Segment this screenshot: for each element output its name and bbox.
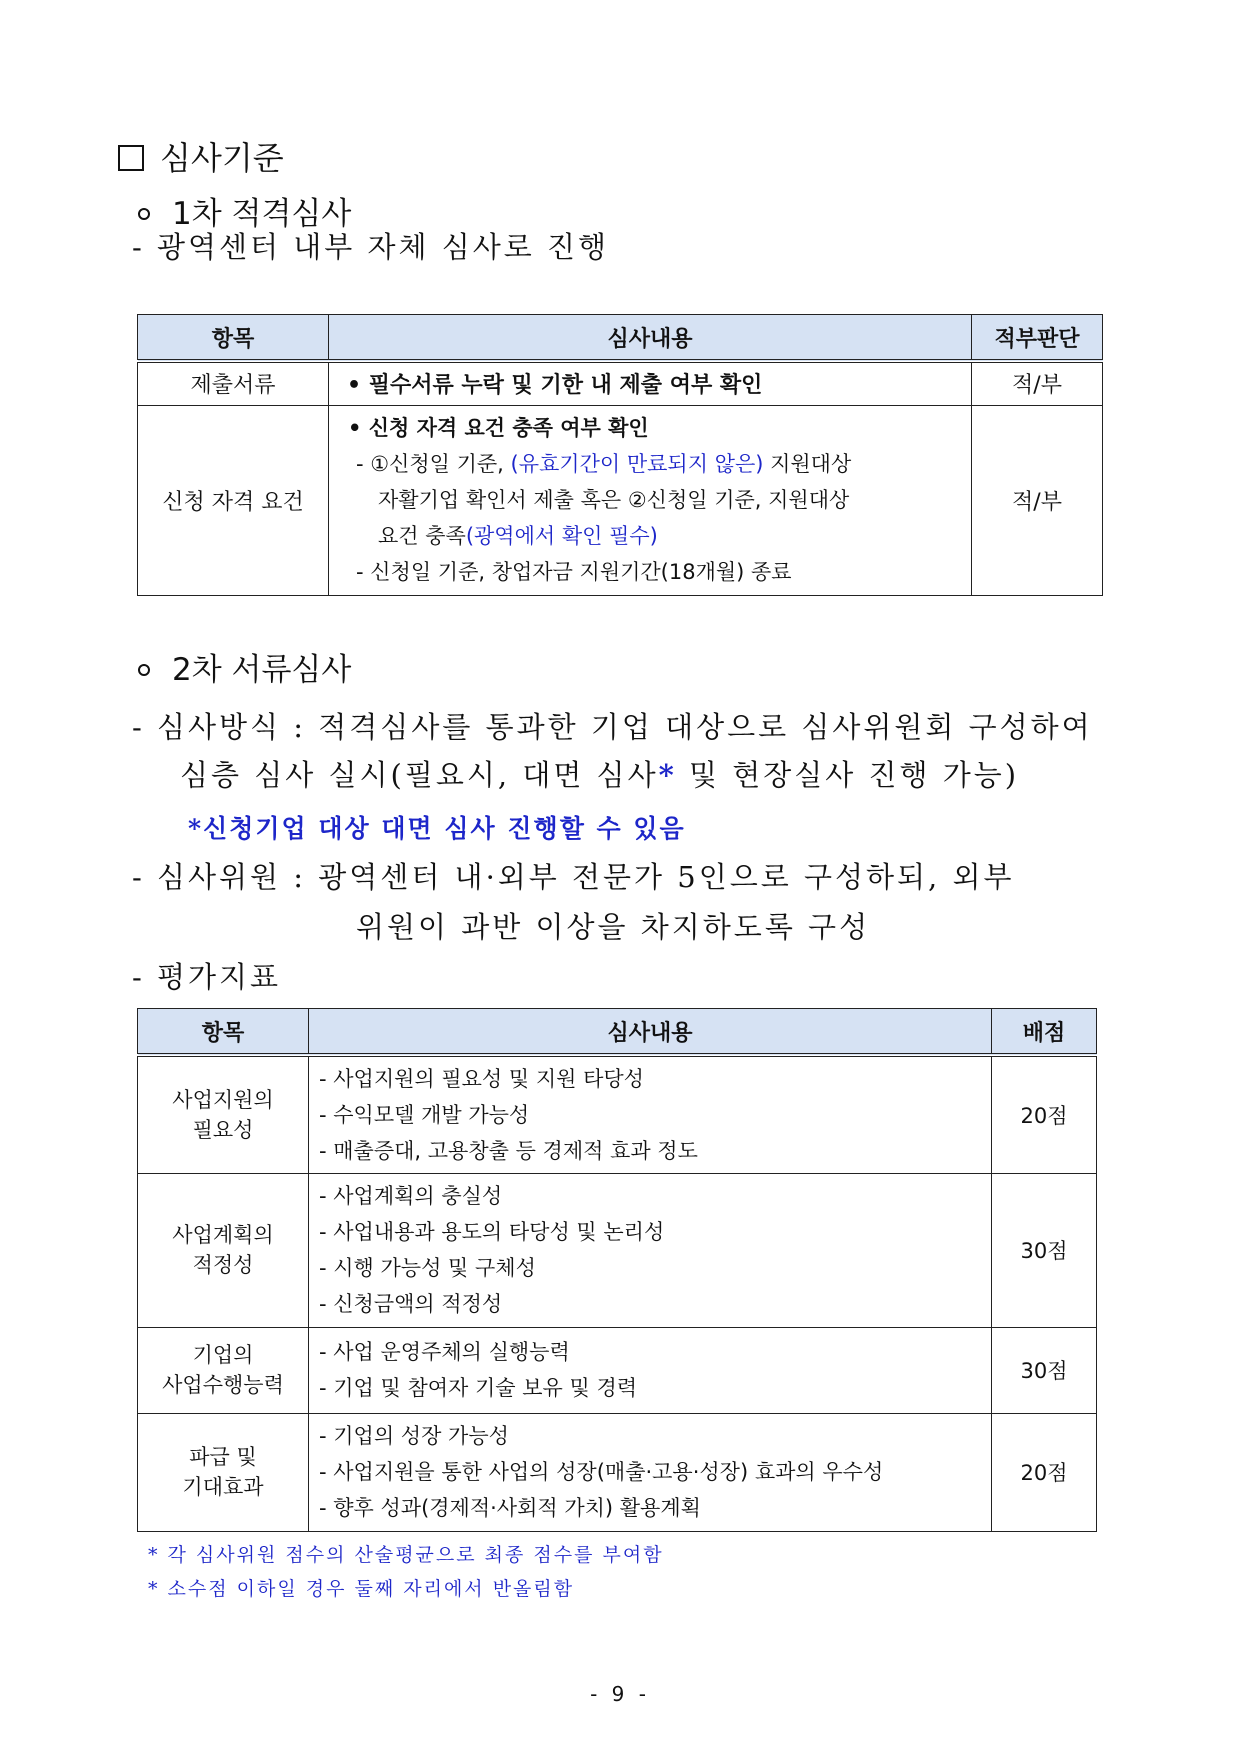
item-line: 사업계획의 [172, 1223, 274, 1247]
header-score: 배점 [992, 1009, 1097, 1056]
item-line: 적정성 [192, 1253, 254, 1277]
row-item [138, 1413, 309, 1531]
circle-bullet-icon [138, 664, 150, 676]
item-line: 기대효과 [182, 1475, 264, 1499]
s2-indicator: - 평가지표 [132, 960, 282, 994]
item-line: 사업지원의 [172, 1087, 274, 1112]
footnote: * 각 심사위원 점수의 산술평균으로 최종 점수를 부여함 [148, 1544, 664, 1566]
content-line: - 수익모델 개발 가능성 [319, 1102, 530, 1127]
s1-desc: - 광역센터 내부 자체 심사로 진행 [132, 230, 610, 264]
item-line: 사업수행능력 [162, 1373, 284, 1397]
row-content: • 필수서류 누락 및 기한 내 제출 여부 확인 [329, 361, 972, 405]
row-content [309, 1327, 992, 1413]
table-row [138, 1327, 1097, 1413]
row-item [138, 1327, 309, 1413]
s2-method-line2 [180, 754, 1019, 796]
row-item: 제출서류 [138, 361, 329, 405]
header-content: 심사내용 [309, 1009, 992, 1056]
content-line: - 향후 성과(경제적·사회적 가치) 활용계획 [319, 1496, 701, 1520]
row-item [138, 1055, 309, 1173]
table-row [138, 1413, 1097, 1531]
row-item [138, 1173, 309, 1327]
content-line: - 신청일 기준, 창업자금 지원기간(18개월) 종료 [356, 560, 792, 584]
item-line: 파급 및 [189, 1445, 257, 1469]
row-score: 30점 [992, 1327, 1097, 1413]
content-line: - 기업의 성장 가능성 [319, 1424, 509, 1448]
method-text: 심층 심사 실시(필요시, 대면 심사 [180, 758, 659, 792]
content-line [330, 446, 970, 482]
content-highlight: (유효기간이 만료되지 않은) [510, 452, 764, 476]
content-line: - 신청금액의 적정성 [319, 1292, 503, 1316]
row-content [329, 405, 972, 595]
method-text: 및 현장실사 진행 가능) [676, 758, 1020, 792]
table-row [138, 361, 1103, 405]
s2-table [137, 1008, 1097, 1532]
content-text: 지원대상 [763, 452, 852, 476]
content-text: - ①신청일 기준, [356, 452, 511, 476]
table-row [138, 1173, 1097, 1327]
method-asterisk: * [658, 758, 677, 792]
section-title-text: 심사기준 [160, 139, 284, 177]
page-number: - 9 - [590, 1682, 650, 1706]
table-header-row [138, 315, 1103, 362]
row-item: 신청 자격 요건 [138, 405, 329, 595]
row-content [309, 1413, 992, 1531]
header-item: 항목 [138, 1009, 309, 1056]
section-title [118, 136, 284, 180]
s2-heading-text: 2차 서류심사 [172, 652, 352, 688]
content-highlight: (광역에서 확인 필수) [465, 524, 658, 548]
table-row [138, 1055, 1097, 1173]
s2-method-note: *신청기업 대상 대면 심사 진행할 수 있음 [188, 814, 686, 843]
row-score: 20점 [992, 1413, 1097, 1531]
row-score: 30점 [992, 1173, 1097, 1327]
item-line: 필요성 [192, 1117, 254, 1142]
content-line: - 시행 가능성 및 구체성 [319, 1256, 536, 1280]
content-line: - 사업 운영주체의 실행능력 [319, 1340, 570, 1364]
row-content [309, 1055, 992, 1173]
s1-table [137, 314, 1103, 596]
checkbox-square-icon [118, 145, 144, 171]
header-item: 항목 [138, 315, 329, 362]
item-line: 기업의 [192, 1343, 254, 1367]
s2-method-line1: - 심사방식 : 적격심사를 통과한 기업 대상으로 심사위원회 구성하여 [132, 710, 1093, 744]
content-line: - 사업내용과 용도의 타당성 및 논리성 [319, 1220, 665, 1244]
header-content: 심사내용 [329, 315, 972, 362]
row-score: 20점 [992, 1055, 1097, 1173]
row-result: 적/부 [972, 361, 1103, 405]
content-text: 요건 충족 [378, 524, 466, 548]
content-line: - 매출증대, 고용창출 등 경제적 효과 정도 [319, 1138, 698, 1163]
content-line: - 기업 및 참여자 기술 보유 및 경력 [319, 1376, 638, 1400]
content-line: - 사업지원의 필요성 및 지원 타당성 [319, 1066, 644, 1091]
s1-heading-text: 1차 적격심사 [172, 196, 352, 232]
content-line: - 사업계획의 충실성 [319, 1184, 503, 1208]
s2-heading [138, 648, 351, 692]
footnote: * 소수점 이하일 경우 둘째 자리에서 반올림함 [148, 1578, 575, 1600]
row-result: 적/부 [972, 405, 1103, 595]
content-line: - 사업지원을 통한 사업의 성장(매출·고용·성장) 효과의 우수성 [319, 1460, 884, 1484]
header-result: 적부판단 [972, 315, 1103, 362]
s2-members-line2: 위원이 과반 이상을 차지하도록 구성 [356, 910, 871, 944]
row-content [309, 1173, 992, 1327]
content-bullet: • 신청 자격 요건 충족 여부 확인 [348, 416, 649, 440]
table-row [138, 405, 1103, 595]
table-header-row [138, 1009, 1097, 1056]
content-line [330, 518, 970, 554]
s2-members-line1: - 심사위원 : 광역센터 내·외부 전문가 5인으로 구성하되, 외부 [132, 860, 1015, 894]
content-line: 자활기업 확인서 제출 혹은 ②신청일 기준, 지원대상 [378, 488, 850, 512]
circle-bullet-icon [138, 208, 150, 220]
